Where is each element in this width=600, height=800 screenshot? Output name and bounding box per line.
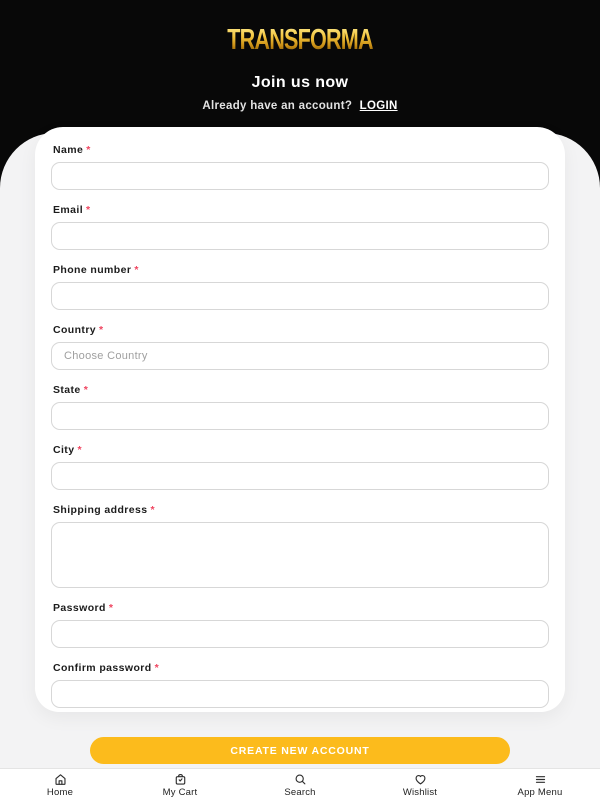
email-field-group: [51, 203, 549, 250]
city-field-group: [51, 443, 549, 490]
shipping-address-label: Shipping address *: [53, 504, 155, 516]
required-asterisk: *: [77, 444, 82, 456]
confirm-password-input[interactable]: [51, 680, 549, 708]
wishlist-heart-icon: [414, 773, 427, 786]
name-input[interactable]: [51, 162, 549, 190]
bottom-navigation-bar: [0, 768, 600, 800]
phone-field-group: [51, 263, 549, 310]
password-input[interactable]: [51, 620, 549, 648]
city-input[interactable]: [51, 462, 549, 490]
email-label: Email *: [53, 204, 91, 216]
required-asterisk: *: [86, 204, 91, 216]
cart-icon: [174, 773, 187, 786]
required-asterisk: *: [134, 264, 139, 276]
header-content: [0, 0, 600, 112]
phone-label: Phone number *: [53, 264, 139, 276]
confirm-password-label: Confirm password *: [53, 662, 160, 674]
state-field-group: [51, 383, 549, 430]
create-account-button[interactable]: CREATE NEW ACCOUNT: [90, 737, 510, 764]
nav-label-home: Home: [46, 787, 74, 798]
required-asterisk: *: [99, 324, 104, 336]
country-select-input[interactable]: [51, 342, 549, 370]
nav-item-home[interactable]: [0, 769, 120, 800]
required-asterisk: *: [108, 602, 114, 614]
search-icon: [294, 773, 307, 786]
state-label: State *: [53, 384, 89, 396]
required-asterisk: *: [154, 662, 160, 674]
home-icon: [54, 773, 67, 786]
name-label: Name *: [53, 144, 91, 156]
shipping-address-field-group: [51, 503, 549, 588]
required-asterisk: *: [150, 504, 155, 516]
login-prompt-row: [0, 100, 600, 112]
shipping-address-textarea[interactable]: [51, 522, 549, 588]
nav-item-wishlist[interactable]: [360, 769, 480, 800]
country-label: Country *: [53, 324, 104, 336]
nav-label-wishlist: Wishlist: [402, 787, 438, 798]
login-prompt-text: Already have an account?: [202, 100, 353, 112]
name-field-group: [51, 143, 549, 190]
app-menu-icon: [534, 773, 547, 786]
country-field-group: [51, 323, 549, 370]
nav-label-my-cart: My Cart: [162, 787, 198, 798]
nav-item-app-menu[interactable]: [480, 769, 600, 800]
required-asterisk: *: [86, 144, 91, 156]
page-title: Join us now: [251, 74, 349, 91]
phone-input[interactable]: [51, 282, 549, 310]
city-label: City *: [53, 444, 82, 456]
state-input[interactable]: [51, 402, 549, 430]
required-asterisk: *: [83, 384, 89, 396]
nav-label-app-menu: App Menu: [517, 787, 563, 798]
nav-label-search: Search: [284, 787, 316, 798]
signup-form-card: [35, 127, 565, 712]
email-input[interactable]: [51, 222, 549, 250]
login-link[interactable]: LOGIN: [359, 100, 398, 112]
nav-item-my-cart[interactable]: [120, 769, 240, 800]
nav-item-search[interactable]: [240, 769, 360, 800]
confirm-password-field-group: [51, 661, 549, 708]
password-label: Password *: [53, 602, 114, 614]
password-field-group: [51, 601, 549, 648]
transforma-logo: TRANSFORMA: [227, 23, 373, 56]
